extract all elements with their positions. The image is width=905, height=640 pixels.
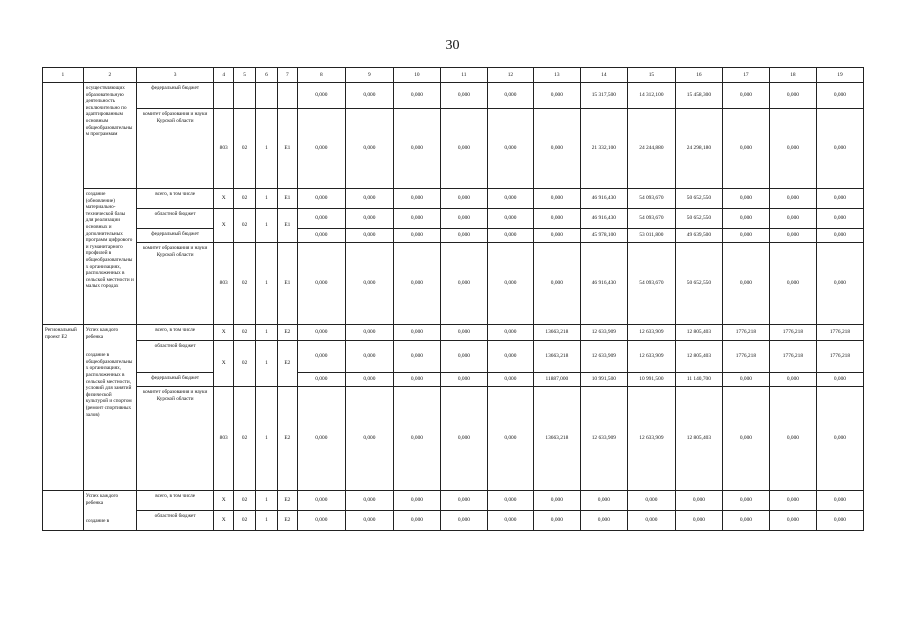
amount-cell: 0,000 — [769, 229, 816, 243]
budget-code-cell: E2 — [277, 387, 297, 491]
amount-cell: 0,000 — [393, 189, 440, 209]
budget-code-cell — [256, 83, 278, 109]
amount-cell: 1776,218 — [816, 341, 863, 373]
amount-cell: 15 458,300 — [675, 83, 722, 109]
budget-code-cell: E1 — [277, 209, 297, 243]
column-header: 5 — [234, 68, 256, 83]
column-header: 6 — [256, 68, 278, 83]
column-header: 16 — [675, 68, 722, 83]
amount-cell: 0,000 — [297, 373, 345, 387]
amount-cell: 12 633,909 — [627, 325, 675, 341]
table-row — [43, 341, 864, 373]
column-header: 4 — [214, 68, 234, 83]
budget-code-cell: 1 — [256, 109, 278, 189]
amount-cell: 0,000 — [440, 341, 487, 373]
amount-cell: 0,000 — [440, 83, 487, 109]
budget-code-cell: 1 — [256, 511, 278, 531]
budget-code-cell — [214, 83, 234, 109]
amount-cell: 0,000 — [816, 109, 863, 189]
table-row — [43, 209, 864, 229]
amount-cell: 0,000 — [297, 83, 345, 109]
budget-code-cell: 02 — [234, 243, 256, 325]
budget-code-cell: 803 — [214, 243, 234, 325]
amount-cell: 12 633,909 — [580, 387, 627, 491]
amount-cell: 10 991,500 — [627, 373, 675, 387]
amount-cell: 0,000 — [816, 491, 863, 511]
table-row — [43, 109, 864, 189]
amount-cell: 21 332,100 — [580, 109, 627, 189]
funding-source-cell: областной бюджет — [137, 341, 214, 373]
amount-cell: 0,000 — [440, 109, 487, 189]
amount-cell: 12 805,403 — [675, 325, 722, 341]
budget-code-cell: X — [214, 341, 234, 387]
region-project-cell — [43, 83, 84, 325]
amount-cell: 0,000 — [487, 243, 533, 325]
column-header: 13 — [533, 68, 580, 83]
budget-table — [42, 67, 864, 531]
table-row — [43, 229, 864, 243]
amount-cell: 46 916,430 — [580, 209, 627, 229]
budget-code-cell: E1 — [277, 243, 297, 325]
column-header: 17 — [722, 68, 769, 83]
funding-source-cell: комитет образования и науки Курской области — [137, 387, 214, 491]
amount-cell: 0,000 — [533, 189, 580, 209]
amount-cell: 0,000 — [533, 83, 580, 109]
amount-cell: 0,000 — [722, 373, 769, 387]
amount-cell: 0,000 — [440, 209, 487, 229]
amount-cell: 10 991,500 — [580, 373, 627, 387]
amount-cell: 0,000 — [440, 387, 487, 491]
budget-code-cell: X — [214, 491, 234, 511]
amount-cell: 0,000 — [533, 491, 580, 511]
amount-cell: 0,000 — [393, 209, 440, 229]
amount-cell: 24 244,880 — [627, 109, 675, 189]
amount-cell: 0,000 — [769, 243, 816, 325]
funding-source-cell: всего, в том числе — [137, 491, 214, 511]
amount-cell: 12 633,909 — [580, 325, 627, 341]
budget-code-cell: 1 — [256, 491, 278, 511]
budget-code-cell: E2 — [277, 491, 297, 511]
amount-cell: 0,000 — [816, 387, 863, 491]
amount-cell: 0,000 — [297, 491, 345, 511]
amount-cell: 0,000 — [769, 83, 816, 109]
amount-cell: 0,000 — [816, 511, 863, 531]
amount-cell: 0,000 — [440, 189, 487, 209]
amount-cell: 0,000 — [816, 373, 863, 387]
amount-cell: 0,000 — [533, 109, 580, 189]
amount-cell: 0,000 — [345, 209, 393, 229]
budget-code-cell: 02 — [234, 341, 256, 387]
amount-cell: 0,000 — [393, 511, 440, 531]
amount-cell: 0,000 — [580, 491, 627, 511]
amount-cell: 0,000 — [487, 189, 533, 209]
amount-cell: 1776,218 — [722, 341, 769, 373]
amount-cell: 54 093,670 — [627, 189, 675, 209]
amount-cell: 1776,218 — [722, 325, 769, 341]
event-description-cell: осуществляющих образовательную деятельность исключительно по адаптированным основным общеобразовательным программам — [83, 83, 136, 189]
amount-cell: 14 312,100 — [627, 83, 675, 109]
region-project-cell — [43, 491, 84, 531]
amount-cell: 1776,218 — [816, 325, 863, 341]
amount-cell: 0,000 — [722, 243, 769, 325]
amount-cell: 11887,000 — [533, 373, 580, 387]
amount-cell: 0,000 — [769, 373, 816, 387]
amount-cell: 46 916,430 — [580, 189, 627, 209]
amount-cell: 0,000 — [487, 229, 533, 243]
budget-code-cell: X — [214, 325, 234, 341]
amount-cell: 0,000 — [533, 511, 580, 531]
amount-cell: 0,000 — [722, 491, 769, 511]
budget-code-cell: 1 — [256, 189, 278, 209]
amount-cell: 24 298,180 — [675, 109, 722, 189]
budget-code-cell: 803 — [214, 387, 234, 491]
amount-cell: 0,000 — [675, 511, 722, 531]
amount-cell: 0,000 — [297, 229, 345, 243]
amount-cell: 49 639,500 — [675, 229, 722, 243]
event-title: Успех каждого ребенка — [85, 327, 119, 340]
amount-cell: 11 140,700 — [675, 373, 722, 387]
budget-code-cell: X — [214, 511, 234, 531]
column-header: 10 — [393, 68, 440, 83]
region-project-cell: Региональный проект E2 — [43, 325, 84, 491]
budget-code-cell: E2 — [277, 511, 297, 531]
amount-cell: 0,000 — [345, 243, 393, 325]
amount-cell: 0,000 — [297, 511, 345, 531]
column-header: 1 — [43, 68, 84, 83]
amount-cell: 0,000 — [580, 511, 627, 531]
amount-cell: 12 633,909 — [627, 387, 675, 491]
amount-cell: 46 916,430 — [580, 243, 627, 325]
amount-cell: 0,000 — [487, 83, 533, 109]
column-header: 19 — [816, 68, 863, 83]
amount-cell: 13663,218 — [533, 325, 580, 341]
amount-cell: 0,000 — [533, 209, 580, 229]
column-header: 11 — [440, 68, 487, 83]
table-row — [43, 511, 864, 531]
amount-cell: 0,000 — [345, 491, 393, 511]
amount-cell: 0,000 — [627, 511, 675, 531]
column-header: 7 — [277, 68, 297, 83]
amount-cell: 12 633,909 — [627, 341, 675, 373]
amount-cell: 0,000 — [487, 511, 533, 531]
budget-code-cell: 02 — [234, 387, 256, 491]
amount-cell: 0,000 — [627, 491, 675, 511]
amount-cell: 0,000 — [345, 109, 393, 189]
budget-code-cell: 02 — [234, 109, 256, 189]
amount-cell: 45 978,100 — [580, 229, 627, 243]
amount-cell: 12 805,403 — [675, 341, 722, 373]
column-header: 18 — [769, 68, 816, 83]
budget-code-cell: 02 — [234, 491, 256, 511]
amount-cell: 0,000 — [345, 83, 393, 109]
amount-cell: 0,000 — [816, 209, 863, 229]
column-header: 8 — [297, 68, 345, 83]
amount-cell: 0,000 — [769, 209, 816, 229]
amount-cell: 0,000 — [297, 387, 345, 491]
event-description-cell — [83, 491, 136, 531]
column-header: 15 — [627, 68, 675, 83]
budget-code-cell: 02 — [234, 511, 256, 531]
budget-code-cell: E2 — [277, 325, 297, 341]
budget-code-cell: E1 — [277, 109, 297, 189]
funding-source-cell: областной бюджет — [137, 209, 214, 229]
amount-cell: 0,000 — [345, 387, 393, 491]
amount-cell: 0,000 — [487, 491, 533, 511]
amount-cell: 0,000 — [393, 109, 440, 189]
amount-cell: 0,000 — [393, 83, 440, 109]
table-row — [43, 387, 864, 491]
budget-code-cell: 02 — [234, 209, 256, 243]
amount-cell: 0,000 — [393, 387, 440, 491]
amount-cell: 0,000 — [297, 341, 345, 373]
amount-cell: 50 652,550 — [675, 209, 722, 229]
amount-cell: 0,000 — [487, 373, 533, 387]
amount-cell: 0,000 — [393, 341, 440, 373]
amount-cell: 0,000 — [297, 109, 345, 189]
event-description-cell — [83, 325, 136, 491]
amount-cell: 54 093,670 — [627, 209, 675, 229]
amount-cell: 0,000 — [297, 243, 345, 325]
amount-cell: 0,000 — [533, 243, 580, 325]
amount-cell: 0,000 — [345, 341, 393, 373]
amount-cell: 0,000 — [816, 229, 863, 243]
amount-cell: 0,000 — [345, 325, 393, 341]
amount-cell: 0,000 — [722, 387, 769, 491]
funding-source-cell: федеральный бюджет — [137, 229, 214, 243]
amount-cell: 53 011,800 — [627, 229, 675, 243]
event-description-cell: создание (обновление) материально-технической базы для реализации основных и дополнительных программ цифрового и гуманитарного профилей в общеобразовательных организациях, расположенных в сельской местности и малых городах — [83, 189, 136, 325]
amount-cell: 0,000 — [345, 373, 393, 387]
table-row — [43, 491, 864, 511]
amount-cell: 0,000 — [345, 511, 393, 531]
funding-source-cell: федеральный бюджет — [137, 83, 214, 109]
amount-cell: 0,000 — [816, 243, 863, 325]
amount-cell: 0,000 — [487, 209, 533, 229]
budget-code-cell: 1 — [256, 209, 278, 243]
amount-cell: 0,000 — [722, 229, 769, 243]
table-row — [43, 189, 864, 209]
amount-cell: 0,000 — [297, 325, 345, 341]
amount-cell: 0,000 — [487, 109, 533, 189]
funding-source-cell: всего, в том числе — [137, 325, 214, 341]
amount-cell: 0,000 — [816, 83, 863, 109]
event-description: создание в — [85, 518, 110, 525]
header-row — [43, 68, 864, 83]
amount-cell: 0,000 — [297, 189, 345, 209]
amount-cell: 0,000 — [345, 229, 393, 243]
amount-cell: 13663,218 — [533, 341, 580, 373]
amount-cell: 0,000 — [769, 511, 816, 531]
event-description: создание в общеобразовательных организациях, расположенных в сельской местности, условий для занятий физической культурой и спортом (ремонт спортивных залов) — [85, 352, 133, 418]
budget-code-cell: X — [214, 189, 234, 209]
amount-cell: 0,000 — [769, 491, 816, 511]
budget-code-cell: 02 — [234, 325, 256, 341]
amount-cell: 0,000 — [487, 387, 533, 491]
budget-code-cell — [234, 83, 256, 109]
amount-cell: 0,000 — [769, 109, 816, 189]
amount-cell: 54 093,670 — [627, 243, 675, 325]
funding-source-cell: областной бюджет — [137, 511, 214, 531]
funding-source-cell: федеральный бюджет — [137, 373, 214, 387]
column-header: 9 — [345, 68, 393, 83]
amount-cell: 0,000 — [393, 325, 440, 341]
amount-cell: 0,000 — [393, 491, 440, 511]
funding-source-cell: комитет образования и науки Курской области — [137, 243, 214, 325]
amount-cell: 50 652,550 — [675, 243, 722, 325]
amount-cell: 0,000 — [440, 511, 487, 531]
table-row — [43, 243, 864, 325]
amount-cell: 0,000 — [345, 189, 393, 209]
amount-cell: 0,000 — [487, 341, 533, 373]
column-header: 14 — [580, 68, 627, 83]
amount-cell: 0,000 — [297, 209, 345, 229]
column-header: 12 — [487, 68, 533, 83]
column-header: 3 — [137, 68, 214, 83]
budget-code-cell: X — [214, 209, 234, 243]
amount-cell: 0,000 — [487, 325, 533, 341]
table-row — [43, 325, 864, 341]
amount-cell: 0,000 — [722, 511, 769, 531]
amount-cell: 0,000 — [816, 189, 863, 209]
amount-cell: 1776,218 — [769, 325, 816, 341]
budget-code-cell: E2 — [277, 341, 297, 387]
budget-code-cell: 1 — [256, 243, 278, 325]
budget-code-cell: 02 — [234, 189, 256, 209]
amount-cell: 0,000 — [393, 229, 440, 243]
table-row — [43, 373, 864, 387]
budget-code-cell: 1 — [256, 341, 278, 387]
amount-cell: 0,000 — [675, 491, 722, 511]
amount-cell: 0,000 — [393, 243, 440, 325]
amount-cell: 13663,218 — [533, 387, 580, 491]
amount-cell: 0,000 — [440, 229, 487, 243]
amount-cell: 0,000 — [769, 189, 816, 209]
amount-cell: 15 317,500 — [580, 83, 627, 109]
amount-cell: 0,000 — [440, 243, 487, 325]
amount-cell: 0,000 — [722, 189, 769, 209]
amount-cell: 0,000 — [722, 83, 769, 109]
budget-code-cell: E1 — [277, 189, 297, 209]
amount-cell: 12 805,403 — [675, 387, 722, 491]
budget-code-cell: 1 — [256, 325, 278, 341]
table-row — [43, 83, 864, 109]
amount-cell: 0,000 — [722, 109, 769, 189]
funding-source-cell: всего, в том числе — [137, 189, 214, 209]
amount-cell: 0,000 — [722, 209, 769, 229]
amount-cell: 0,000 — [393, 373, 440, 387]
budget-code-cell — [277, 83, 297, 109]
page-number: 30 — [445, 38, 460, 53]
amount-cell: 0,000 — [440, 491, 487, 511]
amount-cell: 1776,218 — [769, 341, 816, 373]
amount-cell: 0,000 — [440, 325, 487, 341]
amount-cell: 50 652,550 — [675, 189, 722, 209]
amount-cell: 0,000 — [440, 373, 487, 387]
budget-code-cell: 803 — [214, 109, 234, 189]
event-title: Успех каждого ребенка — [85, 493, 119, 506]
budget-code-cell: 1 — [256, 387, 278, 491]
funding-source-cell: комитет образования и науки Курской области — [137, 109, 214, 189]
column-header: 2 — [83, 68, 136, 83]
amount-cell: 0,000 — [533, 229, 580, 243]
amount-cell: 0,000 — [769, 387, 816, 491]
amount-cell: 12 633,909 — [580, 341, 627, 373]
